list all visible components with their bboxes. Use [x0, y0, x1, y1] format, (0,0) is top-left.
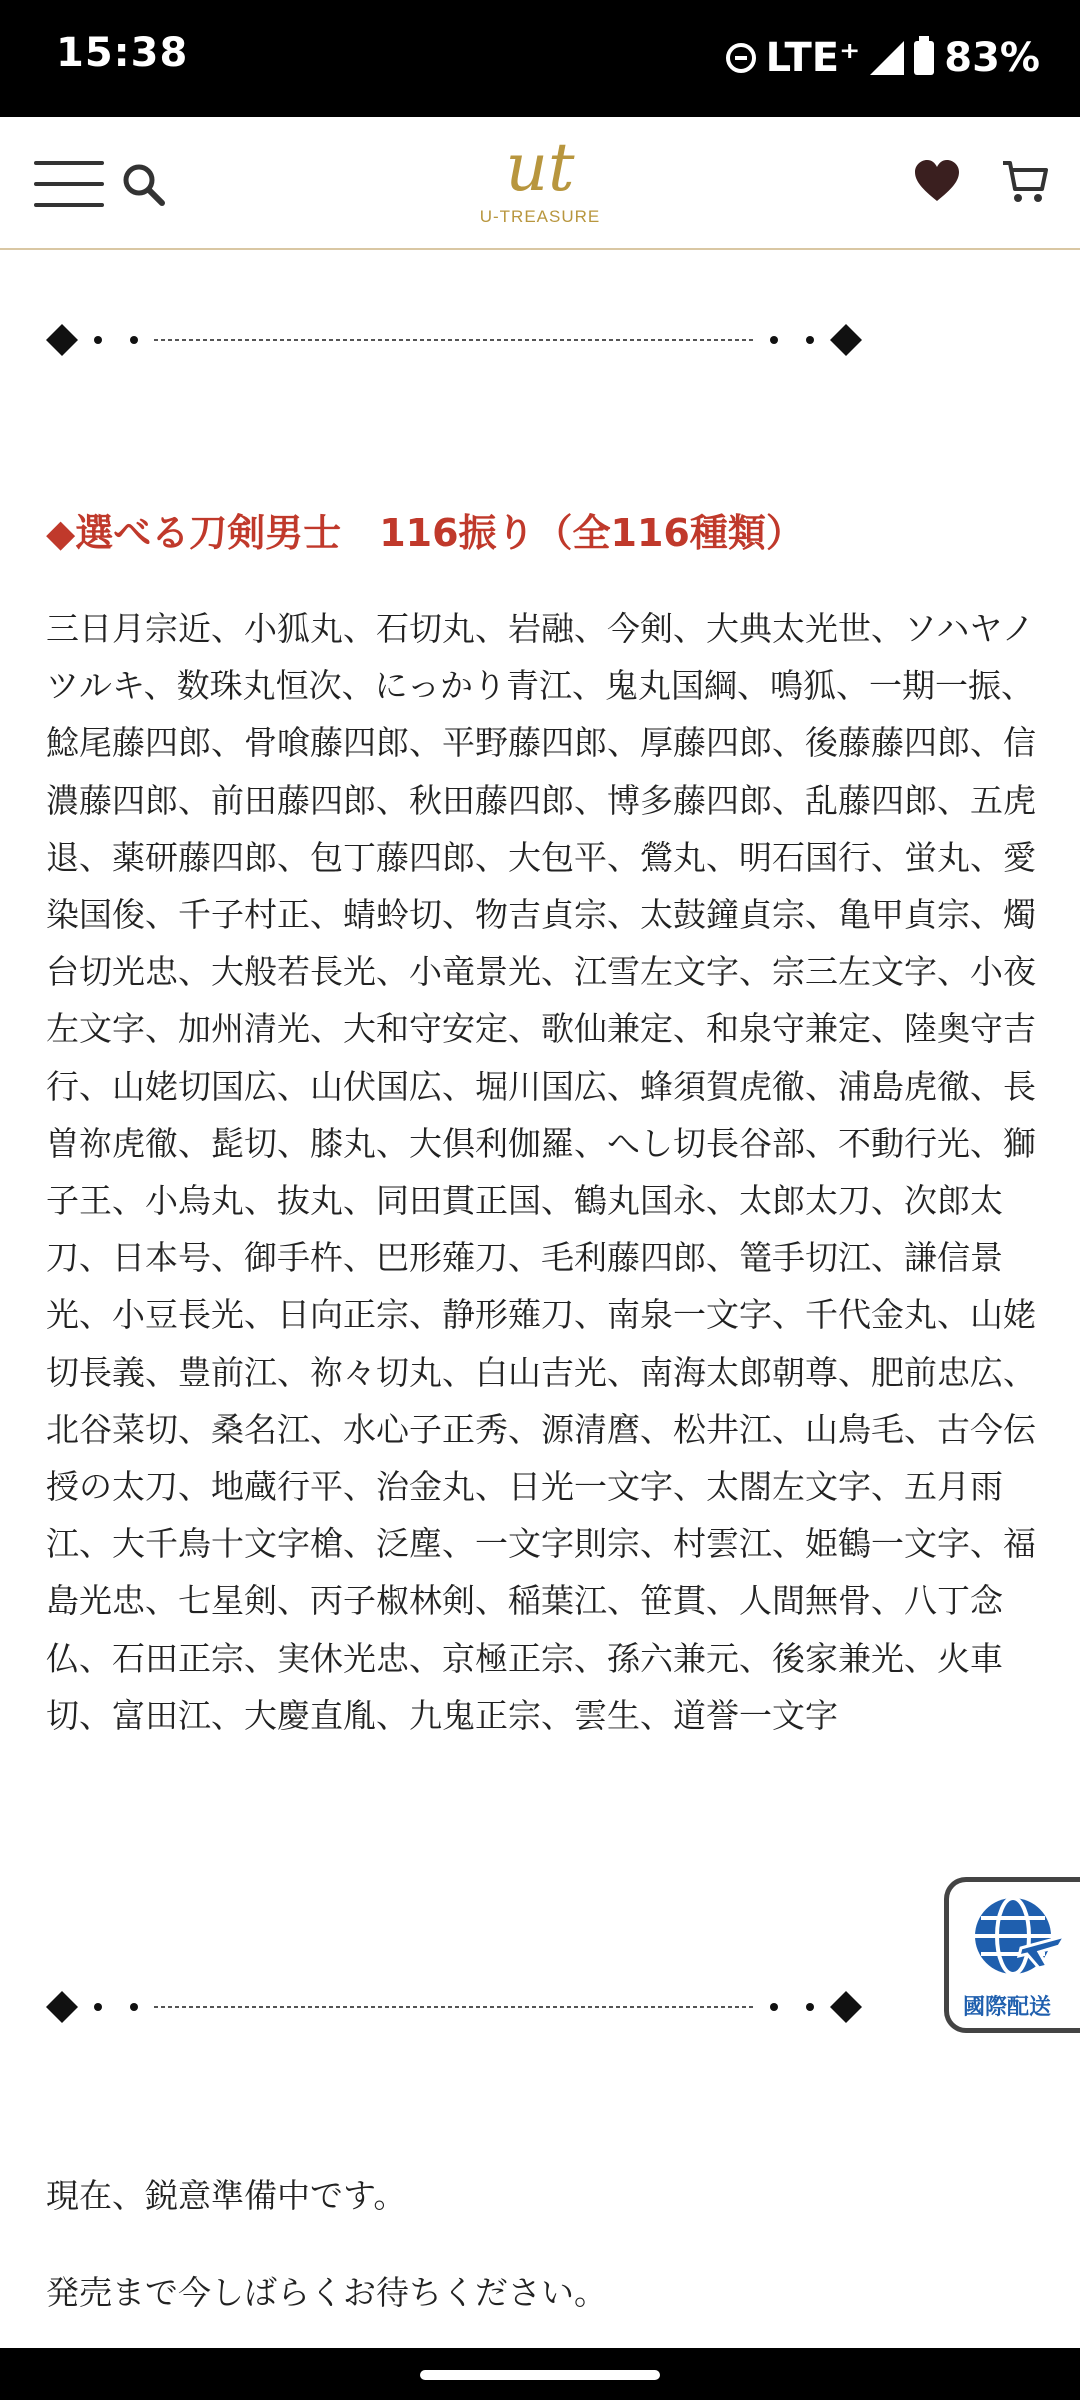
battery-level: 83%: [944, 35, 1040, 81]
site-logo[interactable]: [470, 129, 610, 239]
international-shipping-label: 國際配送: [963, 1995, 1052, 2020]
favorites-heart-icon[interactable]: [912, 157, 962, 207]
status-icons: [726, 30, 1040, 86]
do-not-disturb-icon: [726, 43, 756, 73]
international-shipping-button[interactable]: [944, 1877, 1080, 2033]
sword-names-list: 三日月宗近、小狐丸、石切丸、岩融、今剣、大典太光世、ソハヤノツルキ、数珠丸恒次、にっかり青江、鬼丸国綱、鳴狐、一期一振、鯰尾藤四郎、骨喰藤四郎、平野藤四郎、厚藤四郎、後藤藤四郎、信濃藤四郎、前田藤四郎、秋田藤四郎、博多藤四郎、乱藤四郎、五虎退、薬研藤四郎、包丁藤四郎、大包平、鶯丸、明石国行、蛍丸、愛染国俊、千子村正、蜻蛉切、物吉貞宗、太鼓鐘貞宗、亀甲貞宗、燭台切光忠、大般若長光、小竜景光、江雪左文字、宗三左文字、小夜左文字、加州清光、大和守安定、歌仙兼定、和泉守兼定、陸奥守吉行、山姥切国広、山伏国広、堀川国広、蜂須賀虎徹、浦島虎徹、長曽祢虎徹、髭切、膝丸、大倶利伽羅、へし切長谷部、不動行光、獅子王、小烏丸、抜丸、同田貫正国、鶴丸国永、太郎太刀、次郎太刀、日本号、御手杵、巴形薙刀、毛利藤四郎、篭手切江、謙信景光、小豆長光、日向正宗、静形薙刀、南泉一文字、千代金丸、山姥切長義、豊前江、祢々切丸、白山吉光、南海太郎朝尊、肥前忠広、北谷菜切、桑名江、水心子正秀、源清麿、松井江、山鳥毛、古今伝授の太刀、地蔵行平、治金丸、日光一文字、太閤左文字、五月雨江、大千鳥十文字槍、泛塵、一文字則宗、村雲江、姫鶴一文字、福島光忠、七星剣、丙子椒林剣、稲葉江、笹貫、人間無骨、八丁念仏、石田正宗、実休光忠、京極正宗、孫六兼元、後家兼光、火車切、富田江、大慶直胤、九鬼正宗、雲生、道誉一文字: [46, 609, 1036, 1735]
decorative-divider-bottom: [46, 1987, 866, 2027]
section-title: ◆選べる刀剣男士 116振り（全116種類）: [46, 511, 804, 555]
status-bar: [0, 0, 1080, 117]
logo-mark: ut: [505, 129, 575, 206]
home-gesture-pill[interactable]: [420, 2370, 660, 2380]
cart-icon[interactable]: [1000, 157, 1050, 207]
gesture-nav-bar: [0, 2348, 1080, 2400]
hamburger-menu-icon[interactable]: [34, 161, 104, 207]
release-wait-message: 発売まで今しばらくお待ちください。: [46, 2273, 607, 2312]
search-icon[interactable]: [120, 161, 166, 207]
network-label: LTE⁺: [765, 35, 861, 81]
preparing-message: 現在、鋭意準備中です。: [46, 2176, 407, 2215]
status-time: 15:38: [56, 30, 189, 76]
logo-text: U-TREASURE: [479, 207, 601, 226]
globe-plane-icon: [969, 1892, 1069, 1984]
battery-icon: [914, 41, 934, 75]
signal-icon: [870, 41, 904, 75]
decorative-divider-top: [46, 320, 866, 360]
